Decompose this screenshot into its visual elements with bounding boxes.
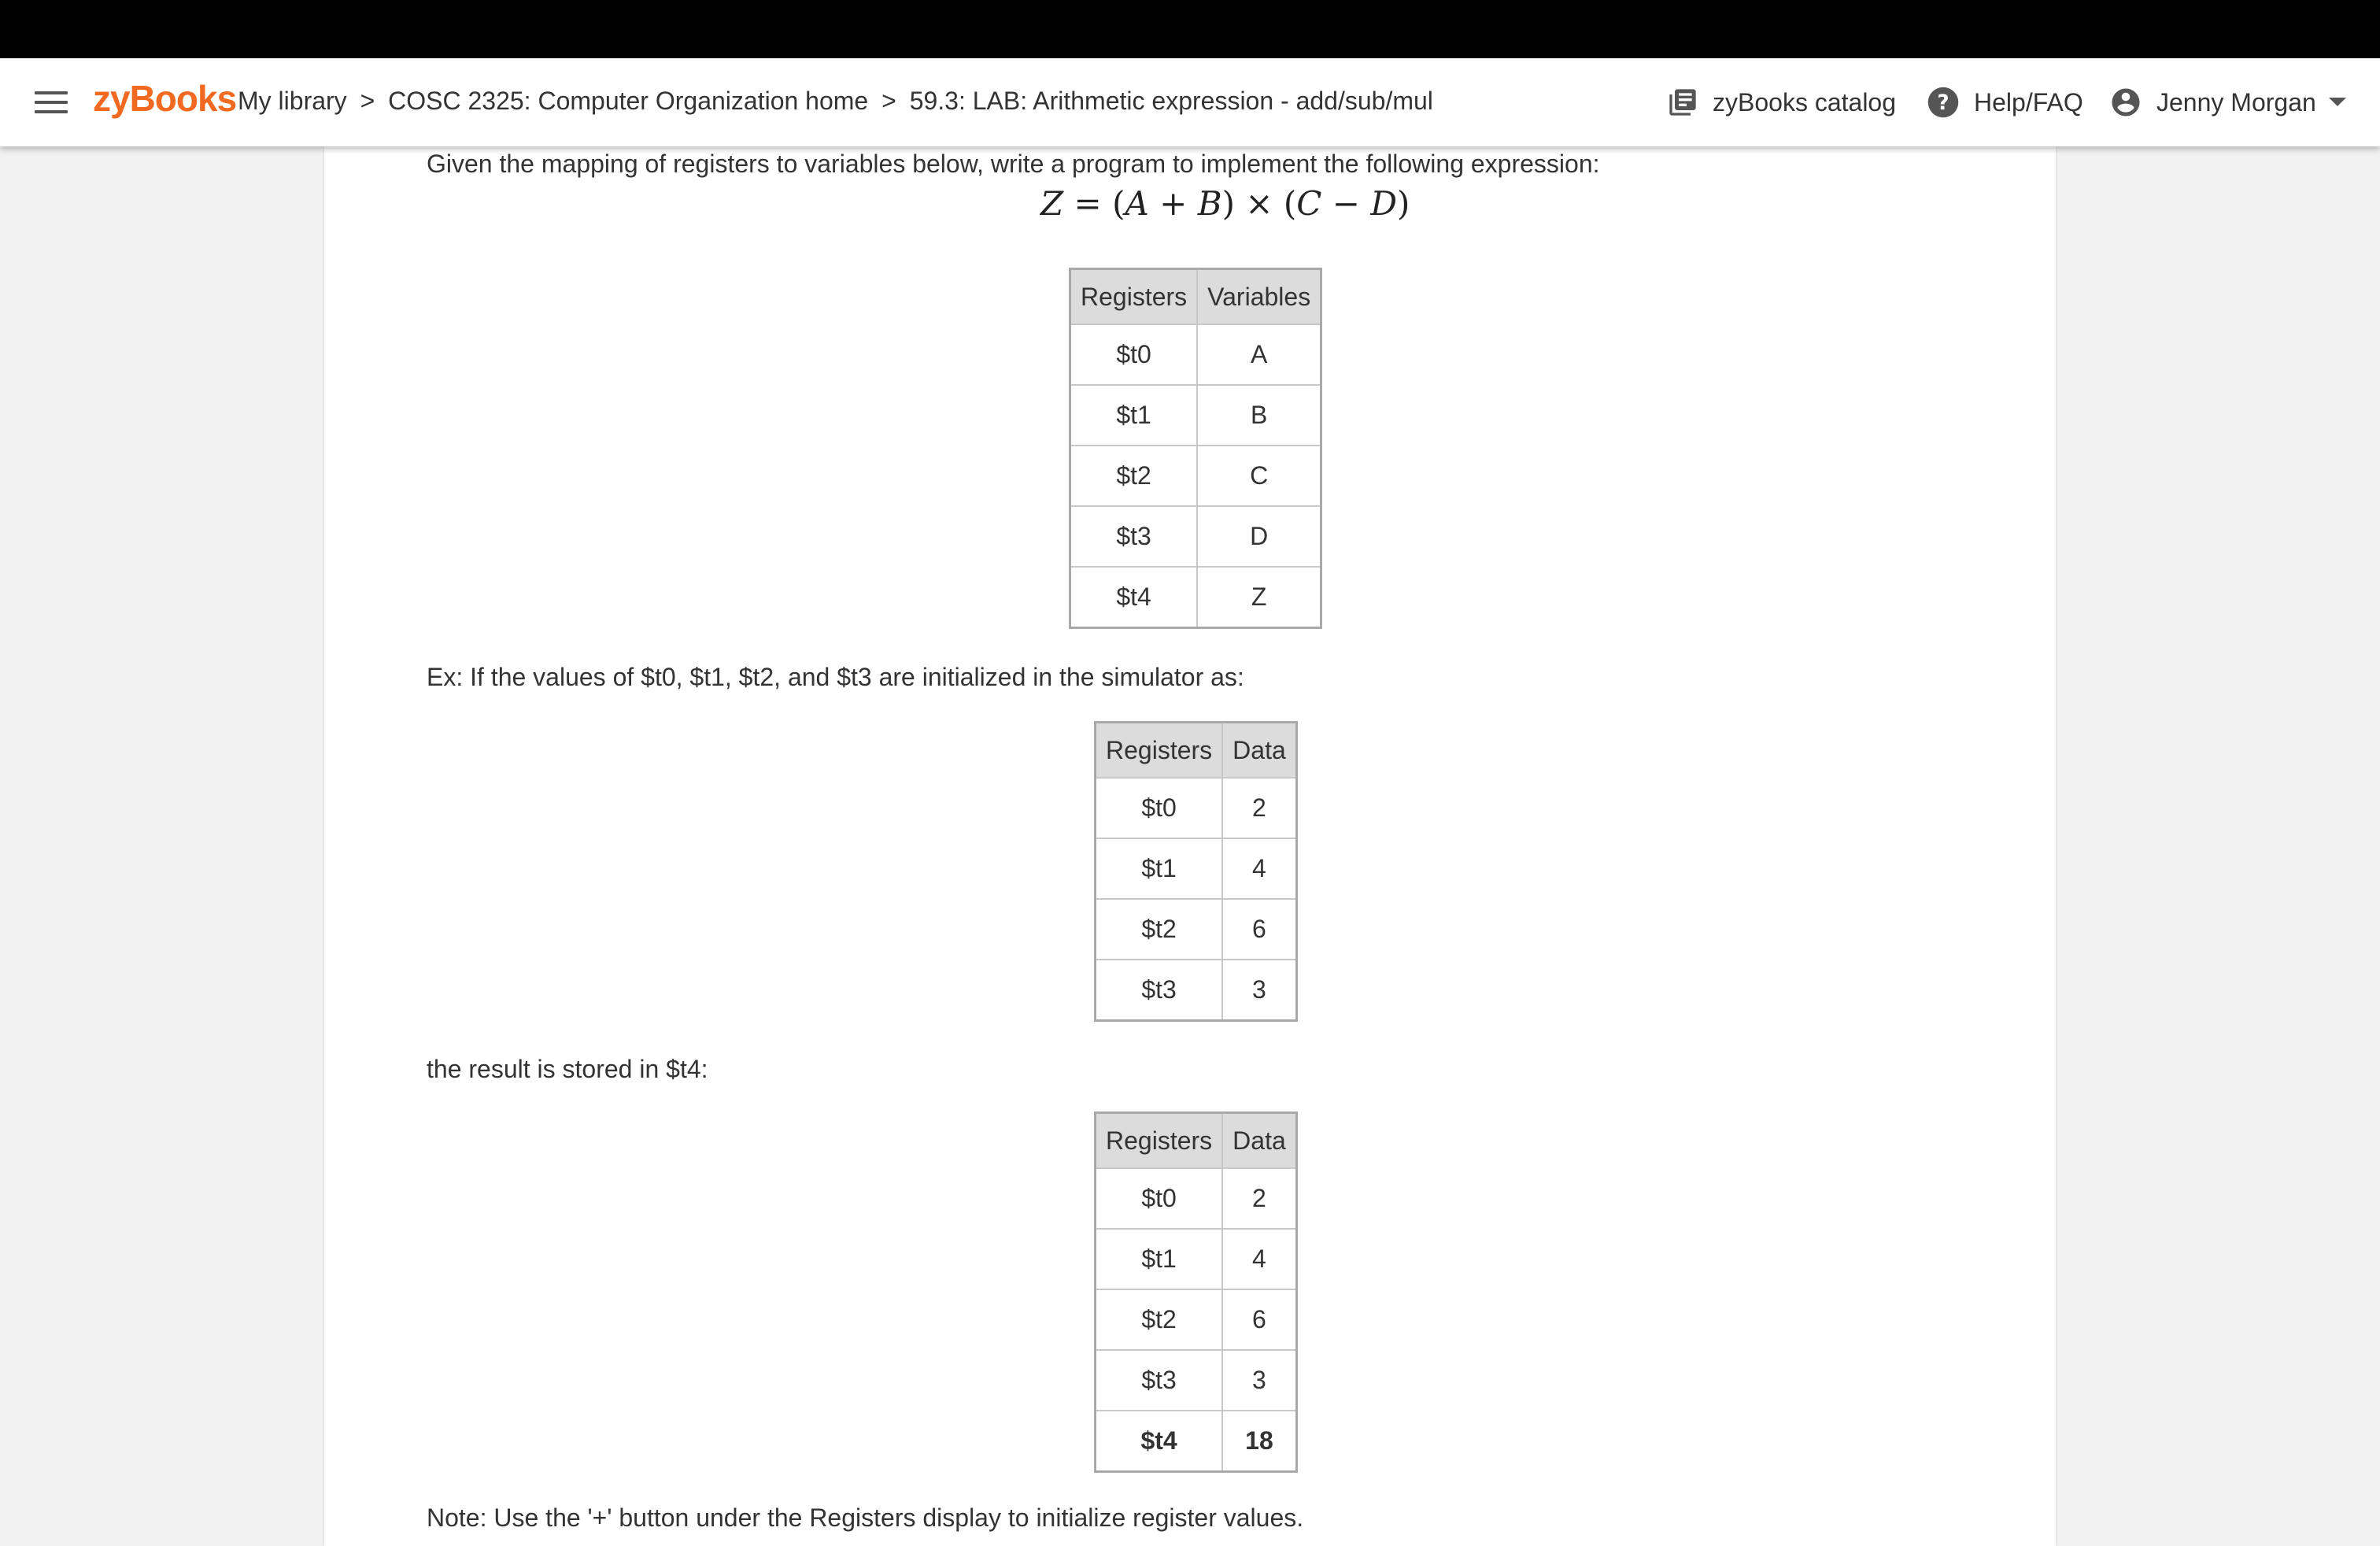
data-cell: 18: [1222, 1411, 1296, 1472]
formula-b: B: [1197, 184, 1222, 223]
table-row: [1070, 385, 1321, 446]
data-cell: 6: [1222, 1289, 1296, 1350]
register-cell: $t0: [1096, 778, 1223, 838]
formula-c: C: [1296, 184, 1322, 223]
data-cell: 3: [1222, 960, 1296, 1021]
caret-down-icon: [2329, 98, 2346, 107]
account-circle-icon: [2109, 86, 2142, 119]
zybooks-catalog-label: zyBooks catalog: [1713, 87, 1897, 117]
formula-part: ): [1397, 184, 1410, 223]
help-faq-button[interactable]: [1927, 58, 2083, 146]
register-cell: $t0: [1070, 324, 1198, 385]
column-header: Variables: [1197, 269, 1321, 325]
svg-text:?: ?: [1937, 91, 1949, 115]
register-cell: $t3: [1096, 960, 1223, 1021]
breadcrumb-my-library[interactable]: My library: [238, 87, 347, 115]
data-cell: 2: [1222, 1168, 1296, 1229]
column-header: Registers: [1070, 269, 1198, 325]
variable-cell: D: [1197, 506, 1321, 567]
column-header: Registers: [1096, 723, 1223, 779]
data-cell: 2: [1222, 778, 1296, 838]
formula-part: = (: [1063, 184, 1125, 223]
result-register-data-table: [1094, 1111, 1298, 1473]
variable-cell: C: [1197, 446, 1321, 506]
register-cell: $t3: [1096, 1350, 1223, 1411]
column-header: Data: [1222, 1113, 1296, 1169]
user-name: Jenny Morgan: [2156, 87, 2316, 117]
hamburger-menu-icon[interactable]: [35, 91, 68, 113]
table-row: [1096, 1350, 1297, 1411]
breadcrumb-separator: >: [881, 87, 896, 115]
formula-part: ) × (: [1221, 184, 1297, 223]
initial-register-data-table: [1094, 721, 1298, 1022]
data-cell: 4: [1222, 1229, 1296, 1289]
register-cell: $t1: [1096, 1229, 1223, 1289]
result-text: the result is stored in $t4:: [427, 1055, 708, 1083]
expression-formula: [1040, 184, 1410, 223]
data-cell: 4: [1222, 838, 1296, 899]
register-cell: $t2: [1070, 446, 1198, 506]
table-row: [1070, 324, 1321, 385]
register-cell: $t3: [1070, 506, 1198, 567]
variable-cell: B: [1197, 385, 1321, 446]
table-header-row: [1096, 723, 1297, 779]
formula-a: A: [1125, 184, 1149, 223]
help-circle-icon: [1927, 86, 1960, 119]
column-header: Data: [1222, 723, 1296, 779]
variable-cell: A: [1197, 324, 1321, 385]
table-row: [1096, 778, 1297, 838]
note-text: Note: Use the '+' button under the Registers display to initialize register values.: [427, 1503, 1304, 1532]
data-cell: 6: [1222, 899, 1296, 960]
zybooks-catalog-button[interactable]: [1667, 58, 1896, 146]
table-row: [1096, 1289, 1297, 1350]
table-row-result: [1096, 1411, 1297, 1472]
system-top-bar: [0, 0, 2380, 58]
formula-part: −: [1321, 184, 1371, 223]
zybooks-header: [0, 58, 2380, 146]
user-menu[interactable]: [2109, 58, 2346, 146]
table-row: [1096, 899, 1297, 960]
register-variable-table: [1069, 268, 1322, 629]
register-cell: $t2: [1096, 899, 1223, 960]
register-cell: $t2: [1096, 1289, 1223, 1350]
table-header-row: [1070, 269, 1321, 325]
breadcrumb-course-home[interactable]: COSC 2325: Computer Organization home: [388, 87, 869, 115]
example-text: Ex: If the values of $t0, $t1, $t2, and $t3 are initialized in the simulator as:: [427, 663, 1244, 691]
formula-z: Z: [1040, 184, 1064, 223]
table-row: [1070, 506, 1321, 567]
breadcrumb-separator: >: [360, 87, 375, 115]
formula-d: D: [1370, 184, 1397, 223]
register-cell: $t0: [1096, 1168, 1223, 1229]
column-header: Registers: [1096, 1113, 1223, 1169]
breadcrumb-current-section: 59.3: LAB: Arithmetic expression - add/sub/mul: [909, 87, 1433, 115]
table-row: [1070, 567, 1321, 628]
formula-part: +: [1148, 184, 1198, 223]
register-cell: $t1: [1070, 385, 1198, 446]
help-faq-label: Help/FAQ: [1974, 87, 2083, 117]
variable-cell: Z: [1197, 567, 1321, 628]
table-row: [1096, 960, 1297, 1021]
lab-content-panel: [324, 146, 2056, 1546]
table-row: [1096, 1168, 1297, 1229]
table-header-row: [1096, 1113, 1297, 1169]
register-cell: $t1: [1096, 838, 1223, 899]
breadcrumb: [238, 87, 1433, 116]
table-row: [1096, 1229, 1297, 1289]
register-cell: $t4: [1096, 1411, 1223, 1472]
intro-text: Given the mapping of registers to variables below, write a program to implement the following expression:: [427, 150, 1600, 178]
library-books-icon: [1667, 87, 1698, 118]
zybooks-logo[interactable]: zyBooks: [93, 78, 237, 119]
data-cell: 3: [1222, 1350, 1296, 1411]
table-row: [1096, 838, 1297, 899]
table-row: [1070, 446, 1321, 506]
register-cell: $t4: [1070, 567, 1198, 628]
